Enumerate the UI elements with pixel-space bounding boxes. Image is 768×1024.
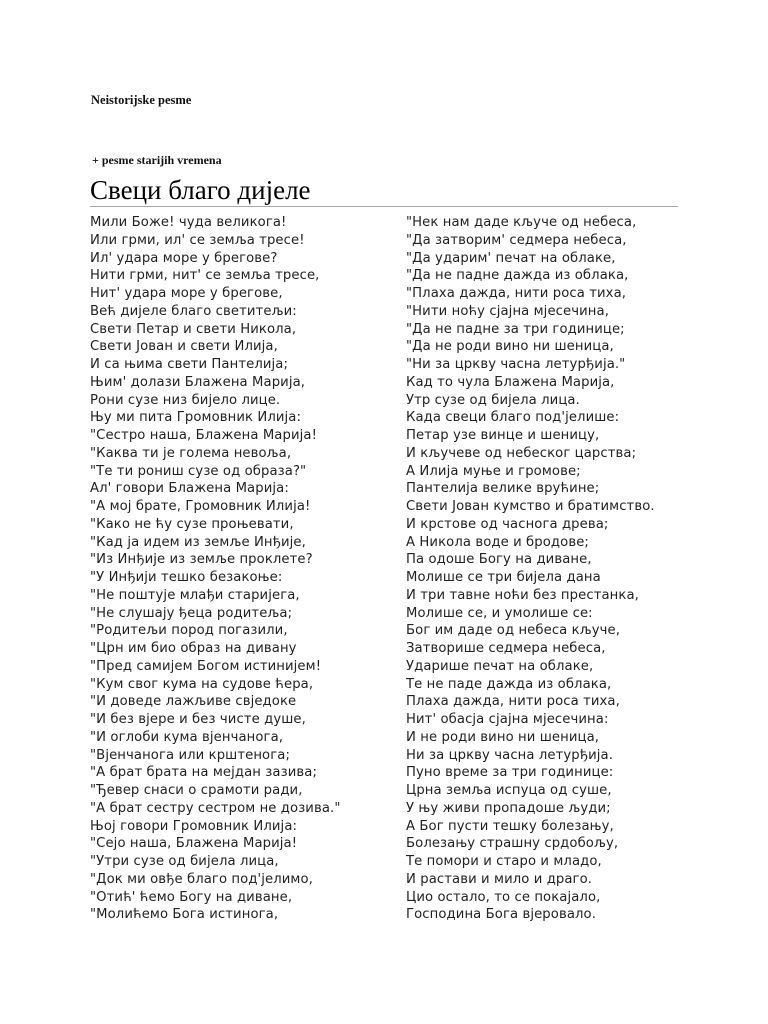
poem-line: "Родитељи пород погазили, xyxy=(90,623,288,639)
poem-line: И крстове од часнога древа; xyxy=(406,516,609,532)
poem-line: "Док ми овђе благо под'јелимо, xyxy=(90,871,313,887)
poem-line: "Сејо наша, Блажена Марија! xyxy=(90,836,298,852)
poem-line: И са њима свети Пантелија; xyxy=(90,357,289,372)
poem-line: "И без вјере и без чисте душе, xyxy=(90,712,306,727)
title-divider xyxy=(90,206,678,207)
poem-line: А Бог пусти тешку болезању, xyxy=(406,818,614,834)
poem-line: Већ дијеле благо светитељи: xyxy=(90,303,297,319)
poem-line: "А брат брата на мејдан зазива; xyxy=(90,765,317,781)
poem-line: "У Инђији тешко безакоње: xyxy=(90,570,283,585)
poem-line: "Утри сузе од бијела лица, xyxy=(90,854,279,869)
poem-line: Петар узе винце и шеницу, xyxy=(406,428,600,443)
poem-line: Господина Бога вјеровало. xyxy=(406,907,596,923)
poem-line: Ил' удара море у брегове? xyxy=(90,250,278,266)
poem-line: Нит' удара море у брегове, xyxy=(90,286,283,301)
poem-line: "Нек нам даде кључе од небеса, xyxy=(406,215,637,230)
poem-line: Мили Боже! чуда великога! xyxy=(90,215,287,230)
poem-line: И кључеве од небеског царства; xyxy=(406,445,637,461)
poem-line: Њу ми пита Громовник Илија: xyxy=(90,410,302,426)
poem-line: "Те ти рониш сузе од образа?" xyxy=(90,463,307,479)
poem-line: Њим' долази Блажена Марија, xyxy=(90,374,306,390)
poem-line: "Молићемо Бога истинога, xyxy=(90,907,279,923)
poem-line: Нит' обасја сјајна мјесечина: xyxy=(406,712,609,727)
poem-line: Бог им даде од небеса кључе, xyxy=(406,623,621,639)
poem-line: Те не паде дажда из облака, xyxy=(406,676,612,692)
poem-line: "Да затворим' седмера небеса, xyxy=(406,232,627,248)
poem-line: Црна земља испуца од суше, xyxy=(406,783,612,798)
poem-line: "А брат сестру сестром не дозива." xyxy=(90,800,341,816)
poem-line: Кад то чула Блажена Марија, xyxy=(406,374,615,390)
poem-line: "Како не ћу сузе проњевати, xyxy=(90,516,294,532)
poem-line: Свети Јован и свети Илија, xyxy=(90,339,278,355)
poem-line: "Пред самијем Богом истинијем! xyxy=(90,658,322,674)
poem-line: "Нити ноћу сјајна мјесечина, xyxy=(406,303,609,319)
poem-line: "Не поштује млађи старијега, xyxy=(90,587,300,603)
poem-line: "Сестро наша, Блажена Марија! xyxy=(90,428,317,443)
poem-line: Те помори и старо и младо, xyxy=(406,854,602,869)
poem-line: Ал' говори Блажена Марија: xyxy=(90,481,289,497)
poem-column-right xyxy=(406,214,655,924)
poem-line: Ни за цркву часна летурђија. xyxy=(406,747,614,763)
poem-line: Плаха дажда, нити роса тиха, xyxy=(406,694,620,710)
poem-line: А Никола воде и бродове; xyxy=(406,534,589,550)
poem-line: "И доведе лажљиве свједоке xyxy=(90,694,297,710)
poem-line: "Кад ја идем из земље Инђије, xyxy=(90,534,306,550)
poem-line: "Из Инђије из земље проклете? xyxy=(90,552,313,568)
poem-line: "Отић' ћемо Богу на диване, xyxy=(90,889,293,905)
section-heading: Neistorijske pesme xyxy=(91,93,192,107)
poem-line: "Да ударим' печат на облаке, xyxy=(406,250,616,266)
poem-line: Или грми, ил' се земља тресе! xyxy=(90,232,305,248)
poem-line: Њој говори Громовник Илија: xyxy=(90,818,298,834)
poem-line: Ударише печат на облаке, xyxy=(406,658,594,674)
poem-line: "Не слушају ђеца родитеља; xyxy=(90,605,293,621)
poem-line: "Да не падне дажда из облака, xyxy=(406,268,629,284)
poem-line: И три тавне ноћи без престанка, xyxy=(406,587,639,603)
poem-column-left xyxy=(90,214,341,924)
poem-line: Рони сузе низ бијело лице. xyxy=(90,392,281,408)
poem-line: Затворише седмера небеса, xyxy=(406,641,606,656)
poem-line: "Каква ти је голема невоља, xyxy=(90,445,292,461)
poem-line: Па одоше Богу на диване, xyxy=(406,552,592,568)
poem-line: Пантелија велике врућине; xyxy=(406,481,600,497)
poem-line: "А мој брате, Громовник Илија! xyxy=(90,499,311,514)
poem-line: Пуно време за три годинице: xyxy=(406,765,614,781)
poem-title: Свеци благо дијеле xyxy=(90,175,311,205)
poem-line: "Ђевер снаси о срамоти ради, xyxy=(90,783,303,798)
poem-line: "Вјенчанога или крштенога; xyxy=(90,747,290,763)
poem-line: "Плаха дажда, нити роса тиха, xyxy=(406,286,627,301)
poem-line: Нити грми, нит' се земља тресе, xyxy=(90,268,320,284)
poem-line: Цио остало, то се покајало, xyxy=(406,889,601,905)
poem-line: У њу живи пропадоше људи; xyxy=(406,800,611,816)
poem-line: "И оглоби кума вјенчанога, xyxy=(90,729,284,745)
poem-line: Молише се три бијела дана xyxy=(406,570,601,585)
poem-line: И растави и мило и драго. xyxy=(406,871,593,887)
poem-line: Болезању страшну срдобољу, xyxy=(406,836,619,852)
poem-line: И не роди вино ни шеница, xyxy=(406,729,600,745)
poem-line: А Илија муње и громове; xyxy=(406,463,581,479)
poem-line: Молише се, и умолише се: xyxy=(406,605,593,621)
subsection-heading: + pesme starijih vremena xyxy=(92,153,222,167)
poem-line: Свети Јован кумство и братимство. xyxy=(406,499,655,514)
poem-line: "Кум свог кума на судове ћера, xyxy=(90,676,314,692)
poem-line: "Ни за цркву часна летурђија." xyxy=(406,357,626,372)
poem-line: Свети Петар и свети Никола, xyxy=(90,321,297,337)
poem-line: Утр сузе од бијела лица. xyxy=(406,392,580,408)
poem-line: Када свеци благо под'јелише: xyxy=(406,410,620,426)
poem-line: "Црн им био образ на дивану xyxy=(90,641,297,656)
poem-line: "Да не роди вино ни шеница, xyxy=(406,339,614,355)
poem-line: "Да не падне за три годинице; xyxy=(406,321,625,337)
